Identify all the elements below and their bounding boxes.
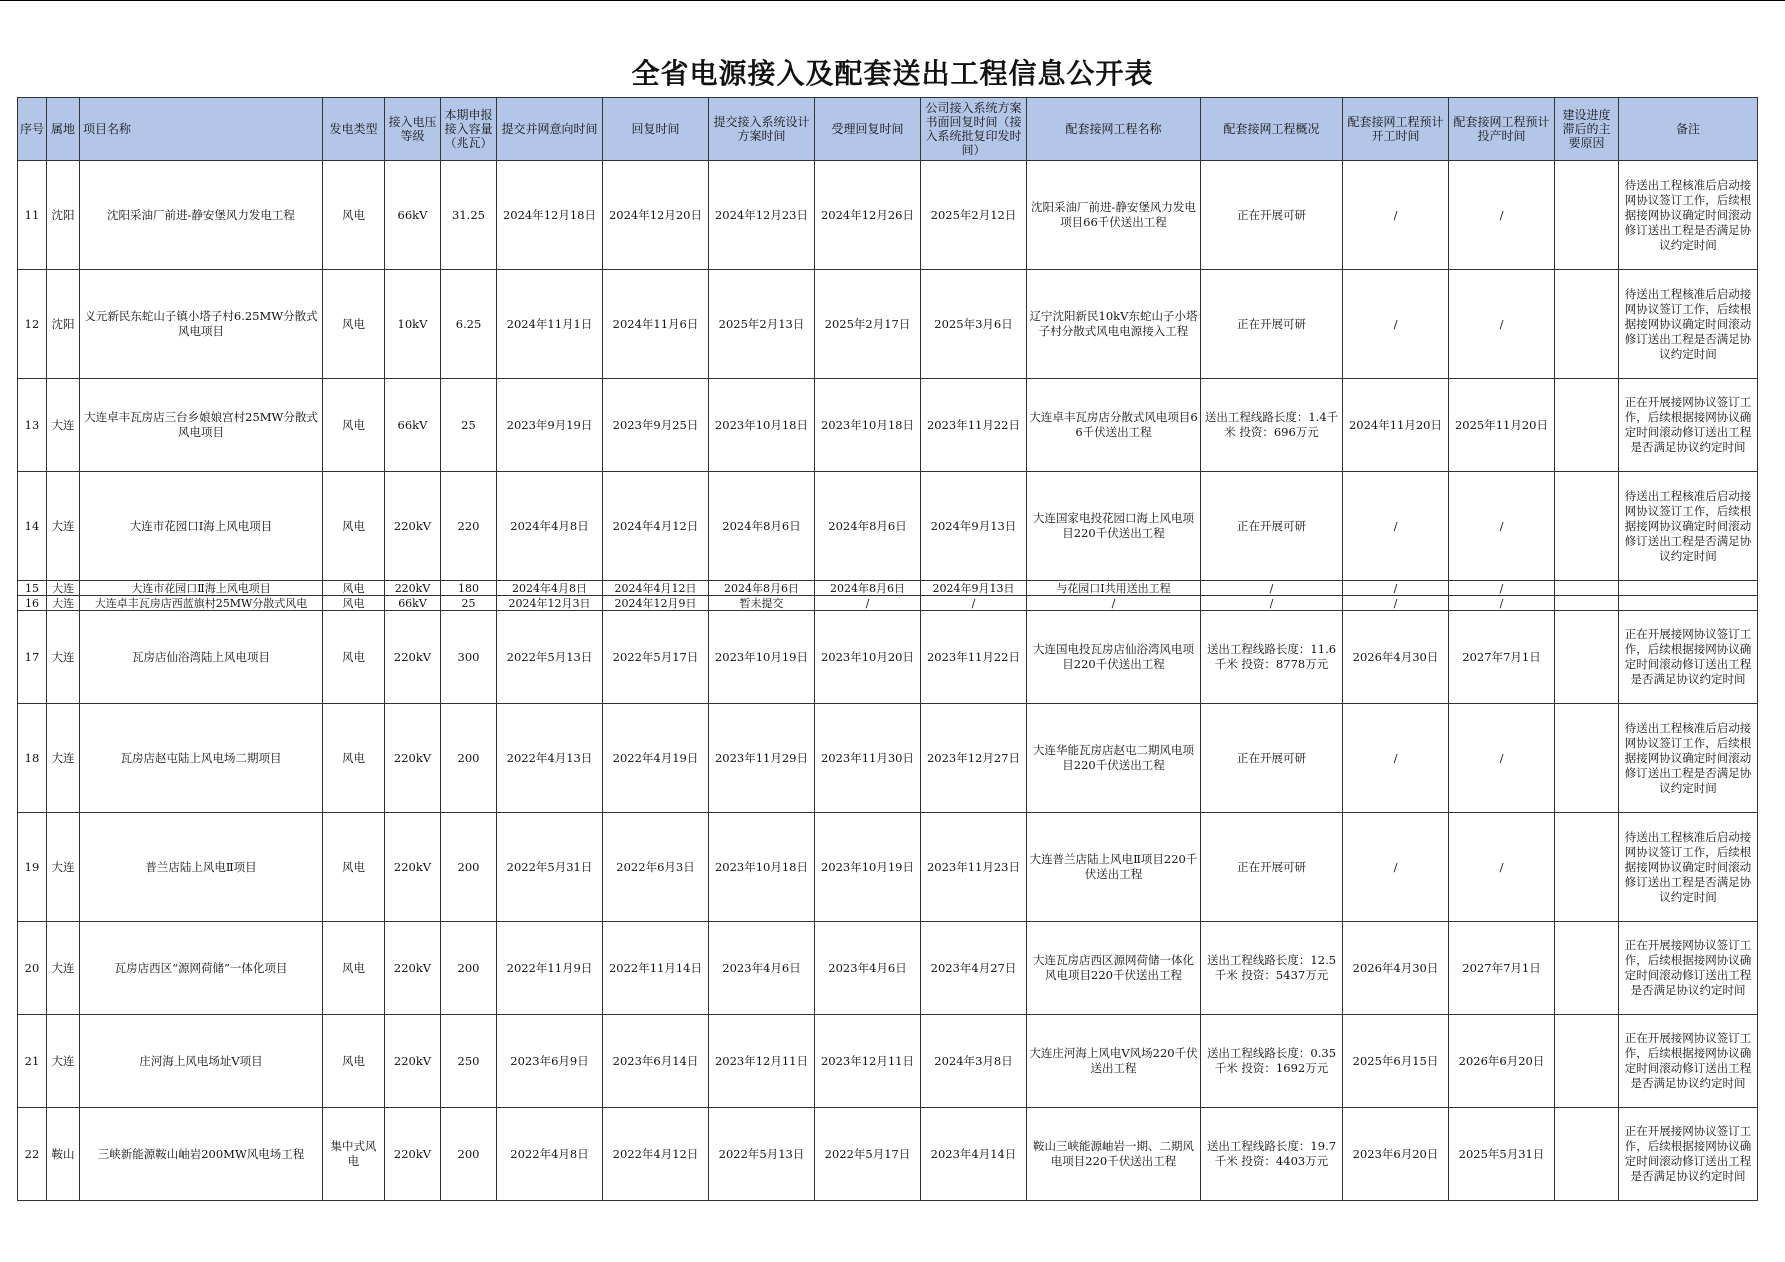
cell-design-date: 2023年10月18日: [709, 379, 815, 472]
cell-grid-info: 送出工程线路长度：11.6千米 投资：8778万元: [1201, 611, 1343, 704]
cell-area: 大连: [47, 813, 80, 922]
cell-approval-date: 2024年9月13日: [921, 472, 1027, 581]
cell-start-date: /: [1343, 270, 1449, 379]
cell-area: 大连: [47, 596, 80, 611]
cell-capacity: 25: [441, 596, 497, 611]
cell-design-date: 2023年11月29日: [709, 704, 815, 813]
table-row: [18, 596, 1758, 611]
cell-grid-name: 大连国电投瓦房店仙浴湾风电项目220千伏送出工程: [1027, 611, 1201, 704]
cell-note: 待送出工程核准后启动接网协议签订工作，后续根据接网协议确定时间滚动修订送出工程是否满足协议约定时间: [1619, 161, 1758, 270]
cell-no: 20: [18, 922, 47, 1015]
cell-approval-date: 2023年11月22日: [921, 611, 1027, 704]
cell-intent-date: 2022年5月31日: [497, 813, 603, 922]
cell-intent-date: 2024年12月3日: [497, 596, 603, 611]
cell-note: 正在开展接网协议签订工作，后续根据接网协议确定时间滚动修订送出工程是否满足协议约定时间: [1619, 611, 1758, 704]
cell-approval-date: 2023年11月23日: [921, 813, 1027, 922]
cell-note: 待送出工程核准后启动接网协议签订工作，后续根据接网协议确定时间滚动修订送出工程是否满足协议约定时间: [1619, 813, 1758, 922]
cell-no: 18: [18, 704, 47, 813]
cell-note: 待送出工程核准后启动接网协议签订工作，后续根据接网协议确定时间滚动修订送出工程是否满足协议约定时间: [1619, 704, 1758, 813]
cell-type: 风电: [323, 1015, 385, 1108]
cell-design-date: 暂未提交: [709, 596, 815, 611]
cell-project-name: 瓦房店西区“源网荷储”一体化项目: [80, 922, 323, 1015]
cell-operate-date: 2027年7月1日: [1449, 922, 1555, 1015]
col-header: 提交接入系统设计方案时间: [709, 98, 815, 161]
cell-operate-date: /: [1449, 161, 1555, 270]
cell-intent-date: 2024年4月8日: [497, 581, 603, 596]
cell-start-date: 2023年6月20日: [1343, 1108, 1449, 1201]
cell-note: 正在开展接网协议签订工作，后续根据接网协议确定时间滚动修订送出工程是否满足协议约定时间: [1619, 1108, 1758, 1201]
cell-grid-info: 正在开展可研: [1201, 704, 1343, 813]
table-row: [18, 379, 1758, 472]
cell-approval-date: 2023年12月27日: [921, 704, 1027, 813]
cell-operate-date: /: [1449, 704, 1555, 813]
cell-reply-date: 2024年11月6日: [603, 270, 709, 379]
cell-note: 待送出工程核准后启动接网协议签订工作，后续根据接网协议确定时间滚动修订送出工程是否满足协议约定时间: [1619, 270, 1758, 379]
cell-project-name: 沈阳采油厂前进-静安堡风力发电工程: [80, 161, 323, 270]
cell-start-date: /: [1343, 704, 1449, 813]
cell-start-date: 2024年11月20日: [1343, 379, 1449, 472]
cell-grid-name: 大连瓦房店西区源网荷储一体化风电项目220千伏送出工程: [1027, 922, 1201, 1015]
cell-area: 鞍山: [47, 1108, 80, 1201]
cell-capacity: 220: [441, 472, 497, 581]
cell-capacity: 200: [441, 922, 497, 1015]
table-row: [18, 581, 1758, 596]
cell-delay-reason: [1555, 611, 1619, 704]
cell-type: 风电: [323, 161, 385, 270]
cell-accept-date: 2022年5月17日: [815, 1108, 921, 1201]
cell-grid-name: 大连华能瓦房店赵屯二期风电项目220千伏送出工程: [1027, 704, 1201, 813]
cell-intent-date: 2023年9月19日: [497, 379, 603, 472]
cell-type: 风电: [323, 704, 385, 813]
cell-reply-date: 2024年12月9日: [603, 596, 709, 611]
cell-type: 风电: [323, 813, 385, 922]
col-header: 属地: [47, 98, 80, 161]
col-header: 配套接网工程预计投产时间: [1449, 98, 1555, 161]
cell-intent-date: 2024年12月18日: [497, 161, 603, 270]
cell-reply-date: 2023年6月14日: [603, 1015, 709, 1108]
cell-capacity: 300: [441, 611, 497, 704]
cell-intent-date: 2022年4月8日: [497, 1108, 603, 1201]
table-row: [18, 1108, 1758, 1201]
cell-intent-date: 2023年6月9日: [497, 1015, 603, 1108]
cell-accept-date: 2023年10月19日: [815, 813, 921, 922]
cell-reply-date: 2024年12月20日: [603, 161, 709, 270]
cell-type: 风电: [323, 581, 385, 596]
cell-operate-date: /: [1449, 813, 1555, 922]
col-header: 受理回复时间: [815, 98, 921, 161]
cell-type: 风电: [323, 611, 385, 704]
cell-operate-date: /: [1449, 270, 1555, 379]
cell-accept-date: /: [815, 596, 921, 611]
cell-project-name: 义元新民东蛇山子镇小塔子村6.25MW分散式风电项目: [80, 270, 323, 379]
cell-voltage: 10kV: [385, 270, 441, 379]
table-row: [18, 611, 1758, 704]
cell-intent-date: 2022年5月13日: [497, 611, 603, 704]
col-header: 接入电压等级: [385, 98, 441, 161]
cell-operate-date: 2026年6月20日: [1449, 1015, 1555, 1108]
cell-grid-info: 正在开展可研: [1201, 472, 1343, 581]
cell-grid-info: 送出工程线路长度：12.5千米 投资：5437万元: [1201, 922, 1343, 1015]
cell-grid-name: 与花园口Ⅰ共用送出工程: [1027, 581, 1201, 596]
cell-start-date: /: [1343, 581, 1449, 596]
cell-type: 集中式风电: [323, 1108, 385, 1201]
cell-note: 待送出工程核准后启动接网协议签订工作，后续根据接网协议确定时间滚动修订送出工程是否满足协议约定时间: [1619, 472, 1758, 581]
cell-reply-date: 2022年11月14日: [603, 922, 709, 1015]
page-title: 全省电源接入及配套送出工程信息公开表: [631, 57, 1154, 90]
cell-voltage: 220kV: [385, 611, 441, 704]
cell-intent-date: 2022年11月9日: [497, 922, 603, 1015]
cell-design-date: 2024年8月6日: [709, 581, 815, 596]
cell-area: 沈阳: [47, 161, 80, 270]
cell-design-date: 2022年5月13日: [709, 1108, 815, 1201]
cell-design-date: 2024年8月6日: [709, 472, 815, 581]
cell-grid-info: /: [1201, 596, 1343, 611]
cell-project-name: 大连市花园口Ⅰ海上风电项目: [80, 472, 323, 581]
col-header: 配套接网工程预计开工时间: [1343, 98, 1449, 161]
cell-reply-date: 2022年4月12日: [603, 1108, 709, 1201]
cell-project-name: 瓦房店仙浴湾陆上风电项目: [80, 611, 323, 704]
cell-capacity: 6.25: [441, 270, 497, 379]
cell-capacity: 25: [441, 379, 497, 472]
cell-project-name: 大连市花园口Ⅱ海上风电项目: [80, 581, 323, 596]
cell-grid-name: 大连庄河海上风电Ⅴ风场220千伏送出工程: [1027, 1015, 1201, 1108]
cell-reply-date: 2022年4月19日: [603, 704, 709, 813]
info-table: [17, 97, 1758, 1201]
cell-grid-info: 正在开展可研: [1201, 161, 1343, 270]
cell-reply-date: 2023年9月25日: [603, 379, 709, 472]
col-header: 公司接入系统方案书面回复时间（接入系统批复印发时间）: [921, 98, 1027, 161]
cell-operate-date: 2025年5月31日: [1449, 1108, 1555, 1201]
col-header: 配套接网工程概况: [1201, 98, 1343, 161]
cell-start-date: 2026年4月30日: [1343, 611, 1449, 704]
cell-area: 大连: [47, 472, 80, 581]
col-header: 提交并网意向时间: [497, 98, 603, 161]
cell-voltage: 66kV: [385, 596, 441, 611]
cell-note: 正在开展接网协议签订工作，后续根据接网协议确定时间滚动修订送出工程是否满足协议约定时间: [1619, 922, 1758, 1015]
cell-voltage: 220kV: [385, 1108, 441, 1201]
cell-intent-date: 2024年4月8日: [497, 472, 603, 581]
cell-approval-date: 2023年4月27日: [921, 922, 1027, 1015]
cell-no: 19: [18, 813, 47, 922]
cell-operate-date: /: [1449, 596, 1555, 611]
cell-project-name: 普兰店陆上风电Ⅱ项目: [80, 813, 323, 922]
cell-grid-info: 送出工程线路长度：1.4千米 投资：696万元: [1201, 379, 1343, 472]
cell-accept-date: 2024年12月26日: [815, 161, 921, 270]
cell-approval-date: /: [921, 596, 1027, 611]
cell-grid-info: 正在开展可研: [1201, 270, 1343, 379]
cell-no: 12: [18, 270, 47, 379]
cell-intent-date: 2024年11月1日: [497, 270, 603, 379]
cell-accept-date: 2023年10月18日: [815, 379, 921, 472]
cell-type: 风电: [323, 922, 385, 1015]
col-header: 回复时间: [603, 98, 709, 161]
cell-area: 大连: [47, 704, 80, 813]
cell-delay-reason: [1555, 161, 1619, 270]
cell-reply-date: 2022年6月3日: [603, 813, 709, 922]
cell-reply-date: 2024年4月12日: [603, 472, 709, 581]
cell-grid-info: /: [1201, 581, 1343, 596]
cell-approval-date: 2024年9月13日: [921, 581, 1027, 596]
cell-start-date: /: [1343, 813, 1449, 922]
cell-area: 大连: [47, 1015, 80, 1108]
cell-no: 15: [18, 581, 47, 596]
cell-no: 11: [18, 161, 47, 270]
cell-accept-date: 2024年8月6日: [815, 472, 921, 581]
cell-grid-name: 沈阳采油厂前进-静安堡风力发电项目66千伏送出工程: [1027, 161, 1201, 270]
cell-grid-name: 大连普兰店陆上风电Ⅱ项目220千伏送出工程: [1027, 813, 1201, 922]
cell-delay-reason: [1555, 472, 1619, 581]
cell-capacity: 31.25: [441, 161, 497, 270]
cell-capacity: 250: [441, 1015, 497, 1108]
cell-design-date: 2024年12月23日: [709, 161, 815, 270]
cell-project-name: 大连卓丰瓦房店西蓝旗村25MW分散式风电: [80, 596, 323, 611]
cell-area: 大连: [47, 379, 80, 472]
cell-accept-date: 2023年4月6日: [815, 922, 921, 1015]
cell-design-date: 2023年12月11日: [709, 1015, 815, 1108]
cell-no: 14: [18, 472, 47, 581]
cell-operate-date: /: [1449, 581, 1555, 596]
cell-grid-name: 大连国家电投花园口海上风电项目220千伏送出工程: [1027, 472, 1201, 581]
cell-start-date: /: [1343, 596, 1449, 611]
cell-area: 大连: [47, 922, 80, 1015]
cell-type: 风电: [323, 596, 385, 611]
cell-delay-reason: [1555, 596, 1619, 611]
cell-accept-date: 2024年8月6日: [815, 581, 921, 596]
cell-capacity: 180: [441, 581, 497, 596]
table-row: [18, 922, 1758, 1015]
cell-start-date: 2026年4月30日: [1343, 922, 1449, 1015]
cell-accept-date: 2025年2月17日: [815, 270, 921, 379]
cell-note: 正在开展接网协议签订工作，后续根据接网协议确定时间滚动修订送出工程是否满足协议约定时间: [1619, 1015, 1758, 1108]
cell-note: 正在开展接网协议签订工作，后续根据接网协议确定时间滚动修订送出工程是否满足协议约定时间: [1619, 379, 1758, 472]
cell-no: 21: [18, 1015, 47, 1108]
cell-delay-reason: [1555, 1108, 1619, 1201]
cell-capacity: 200: [441, 813, 497, 922]
col-header: 配套接网工程名称: [1027, 98, 1201, 161]
cell-delay-reason: [1555, 1015, 1619, 1108]
cell-operate-date: 2027年7月1日: [1449, 611, 1555, 704]
table-row: [18, 161, 1758, 270]
table-row: [18, 813, 1758, 922]
cell-voltage: 220kV: [385, 704, 441, 813]
col-header: 建设进度滞后的主要原因: [1555, 98, 1619, 161]
cell-no: 13: [18, 379, 47, 472]
cell-delay-reason: [1555, 379, 1619, 472]
cell-operate-date: 2025年11月20日: [1449, 379, 1555, 472]
col-header: 序号: [18, 98, 47, 161]
cell-accept-date: 2023年11月30日: [815, 704, 921, 813]
cell-grid-info: 送出工程线路长度：0.35千米 投资：1692万元: [1201, 1015, 1343, 1108]
cell-grid-name: 鞍山三峡能源岫岩一期、二期风电项目220千伏送出工程: [1027, 1108, 1201, 1201]
table-row: [18, 472, 1758, 581]
table-row: [18, 704, 1758, 813]
cell-design-date: 2023年10月18日: [709, 813, 815, 922]
cell-type: 风电: [323, 379, 385, 472]
cell-delay-reason: [1555, 270, 1619, 379]
cell-design-date: 2023年10月19日: [709, 611, 815, 704]
col-header: 备注: [1619, 98, 1758, 161]
cell-start-date: /: [1343, 161, 1449, 270]
cell-note: [1619, 581, 1758, 596]
cell-approval-date: 2024年3月8日: [921, 1015, 1027, 1108]
col-header: 本期申报接入容量（兆瓦）: [441, 98, 497, 161]
cell-no: 17: [18, 611, 47, 704]
cell-project-name: 庄河海上风电场址Ⅴ项目: [80, 1015, 323, 1108]
cell-delay-reason: [1555, 813, 1619, 922]
cell-approval-date: 2023年4月14日: [921, 1108, 1027, 1201]
cell-design-date: 2023年4月6日: [709, 922, 815, 1015]
cell-delay-reason: [1555, 922, 1619, 1015]
cell-reply-date: 2022年5月17日: [603, 611, 709, 704]
cell-delay-reason: [1555, 581, 1619, 596]
col-header: 发电类型: [323, 98, 385, 161]
cell-grid-name: 辽宁沈阳新民10kV东蛇山子小塔子村分散式风电电源接入工程: [1027, 270, 1201, 379]
cell-project-name: 大连卓丰瓦房店三台乡娘娘宫村25MW分散式风电项目: [80, 379, 323, 472]
cell-project-name: 瓦房店赵屯陆上风电场二期项目: [80, 704, 323, 813]
cell-approval-date: 2025年3月6日: [921, 270, 1027, 379]
cell-area: 沈阳: [47, 270, 80, 379]
cell-area: 大连: [47, 581, 80, 596]
cell-grid-info: 正在开展可研: [1201, 813, 1343, 922]
cell-design-date: 2025年2月13日: [709, 270, 815, 379]
col-header: 项目名称: [80, 98, 323, 161]
cell-capacity: 200: [441, 704, 497, 813]
cell-voltage: 66kV: [385, 161, 441, 270]
cell-accept-date: 2023年12月11日: [815, 1015, 921, 1108]
cell-note: [1619, 596, 1758, 611]
cell-voltage: 220kV: [385, 472, 441, 581]
cell-start-date: 2025年6月15日: [1343, 1015, 1449, 1108]
cell-area: 大连: [47, 611, 80, 704]
cell-grid-name: /: [1027, 596, 1201, 611]
table-row: [18, 270, 1758, 379]
cell-approval-date: 2023年11月22日: [921, 379, 1027, 472]
cell-voltage: 220kV: [385, 1015, 441, 1108]
cell-start-date: /: [1343, 472, 1449, 581]
cell-operate-date: /: [1449, 472, 1555, 581]
cell-no: 16: [18, 596, 47, 611]
cell-approval-date: 2025年2月12日: [921, 161, 1027, 270]
cell-reply-date: 2024年4月12日: [603, 581, 709, 596]
cell-type: 风电: [323, 270, 385, 379]
table-header-row: [18, 98, 1758, 161]
cell-delay-reason: [1555, 704, 1619, 813]
page-top-border: [0, 0, 1785, 1]
cell-accept-date: 2023年10月20日: [815, 611, 921, 704]
cell-intent-date: 2022年4月13日: [497, 704, 603, 813]
cell-voltage: 220kV: [385, 813, 441, 922]
cell-capacity: 200: [441, 1108, 497, 1201]
cell-voltage: 220kV: [385, 581, 441, 596]
cell-grid-info: 送出工程线路长度：19.7千米 投资：4403万元: [1201, 1108, 1343, 1201]
cell-voltage: 220kV: [385, 922, 441, 1015]
cell-voltage: 66kV: [385, 379, 441, 472]
cell-no: 22: [18, 1108, 47, 1201]
cell-project-name: 三峡新能源鞍山岫岩200MW风电场工程: [80, 1108, 323, 1201]
table-row: [18, 1015, 1758, 1108]
cell-grid-name: 大连卓丰瓦房店分散式风电项目66千伏送出工程: [1027, 379, 1201, 472]
cell-type: 风电: [323, 472, 385, 581]
